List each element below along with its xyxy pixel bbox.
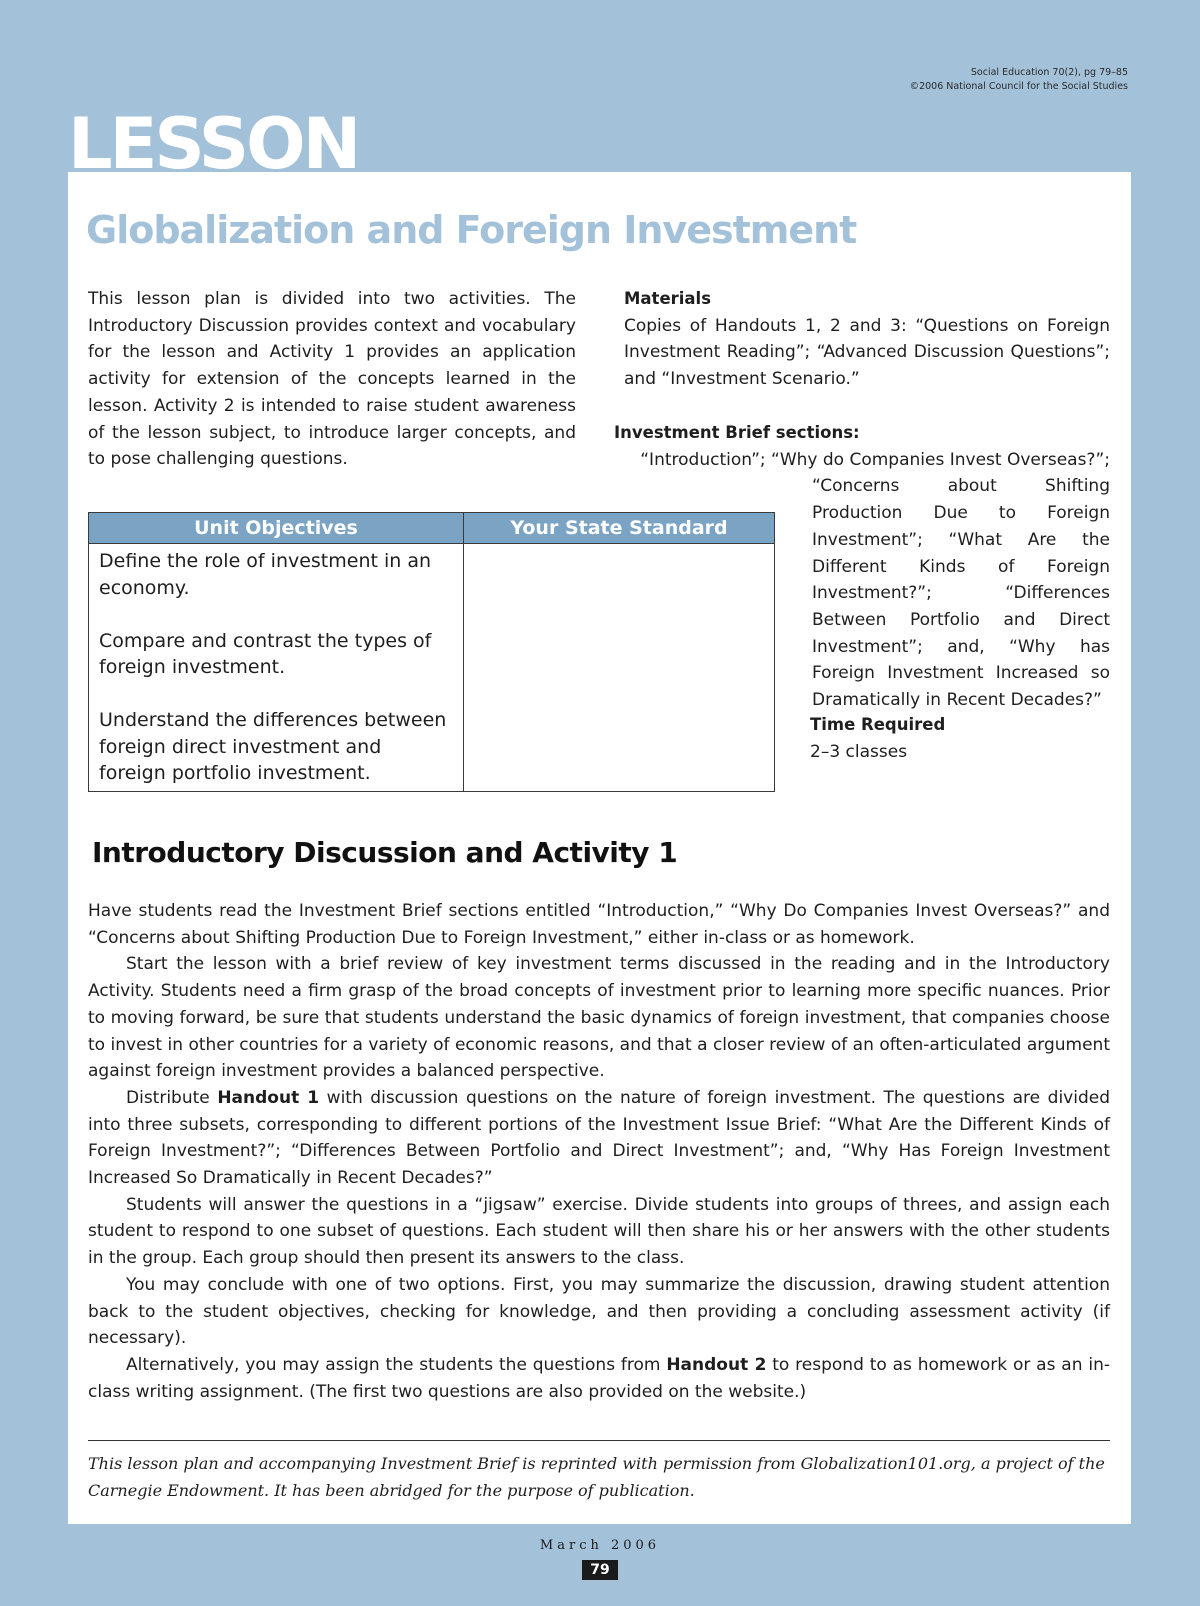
body-paragraph [88,1085,1110,1192]
brief-sections-line1: “Introduction”; “Why do Companies Invest Overseas?”; [640,449,1110,470]
body-text-run: to respond to as homework or as an in-class writing assignment. (The first two questions are also provided on the website.) [88,1354,1110,1402]
body-text-run: with discussion questions on the nature of foreign investment. The questions are divided into three subsets, corresponding to different portions of the Investment Issue Brief: “What Are the Different Kinds of Foreign Investment?”; “Differences Between Portfolio and Direct Investment”; and, “Why Has Foreign Investment Increased So Dramatically in Recent Decades?” [88,1087,1110,1189]
handout-1-ref: Handout 1 [217,1087,320,1108]
footnote-divider [88,1440,1110,1441]
body-text-run: Distribute [126,1087,218,1108]
section-heading: Introductory Discussion and Activity 1 [92,836,678,869]
state-standard-cell [464,544,775,792]
objectives-table [88,512,775,792]
time-required-heading: Time Required [810,715,946,734]
body-paragraph: Have students read the Investment Brief sections entitled “Introduction,” “Why Do Companies Invest Overseas?” and “Concerns about Shifting Production Due to Foreign Investment,” either in-class or as homework. [88,901,1110,948]
issue-date: March 2006 [539,1538,661,1553]
objectives-table-header [89,513,775,544]
brief-sections-heading: Investment Brief sections: [614,423,860,442]
objectives-cell [89,544,464,792]
brief-sections-rest: “Concerns about Shifting Production Due to Foreign Investment”; “What Are the Different Kinds of Foreign Investment?”; “Differences Between Portfolio and Direct Investment”; and, “Why has Foreign Investment Increased so Dramatically in Recent Decades?” [812,476,1110,711]
citation-line-1: Social Education 70(2), pg 79–85 [970,67,1128,78]
time-required-section [810,712,1110,765]
time-required-text: 2–3 classes [810,741,908,762]
body-paragraph: Students will answer the questions in a “jigsaw” exercise. Divide students into groups of threes, and assign each student to respond to one subset of questions. Each student will then share his or her answers with the other students in the group. Each group should then present its answers to the class. [88,1194,1110,1269]
page-title: Globalization and Foreign Investment [86,208,857,252]
citation-line-2: ©2006 National Council for the Social Studies [909,81,1128,92]
objective-item: Compare and contrast the types of foreign investment. [99,629,432,678]
citation [910,66,1128,94]
section-body [88,898,1110,1405]
footnote: This lesson plan and accompanying Investment Brief is reprinted with permission from Globalization101.org, a project of the Carnegie Endowment. It has been abridged for the purpose of publication. [88,1454,1105,1500]
materials-section [624,286,1110,393]
body-paragraph: Start the lesson with a brief review of key investment terms discussed in the reading and in the Introductory Activity. Students need a firm grasp of the broad concepts of investment prior to learning more specific nuances. Prior to moving forward, be sure that students understand the basic dynamics of foreign investment, that companies choose to invest in other countries for a variety of economic reasons, and that a closer review of an often-articulated argument against foreign investment provides a balanced perspective. [88,954,1110,1082]
body-paragraph: You may conclude with one of two options. First, you may summarize the discussion, drawing student attention back to the student objectives, checking for knowledge, and then providing a concluding assessment activity (if necessary). [88,1274,1110,1349]
materials-text: Copies of Handouts 1, 2 and 3: “Questions on Foreign Investment Reading”; “Advanced Discussion Questions”; and “Investment Scenario.” [624,315,1110,390]
objective-item: Define the role of investment in an economy. [99,550,432,599]
body-text-run: Alternatively, you may assign the students the questions from [126,1354,667,1375]
objective-item: Understand the differences between foreign direct investment and foreign portfolio investment. [99,709,447,784]
page-number: 79 [582,1560,618,1580]
table-row [89,544,775,792]
materials-heading: Materials [624,289,712,308]
handout-2-ref: Handout 2 [666,1354,767,1375]
intro-paragraph: This lesson plan is divided into two activities. The Introductory Discussion provides context and vocabulary for the lesson and Activity 1 provides an application activity for extension of the concepts learned in the lesson. Activity 2 is intended to raise student awareness of the lesson subject, to introduce larger concepts, and to pose challenging questions. [88,289,576,470]
lesson-banner: LESSON [68,103,359,185]
column-header-state-standard: Your State Standard [464,513,775,544]
body-paragraph [88,1352,1110,1405]
column-header-unit-objectives: Unit Objectives [89,513,464,544]
